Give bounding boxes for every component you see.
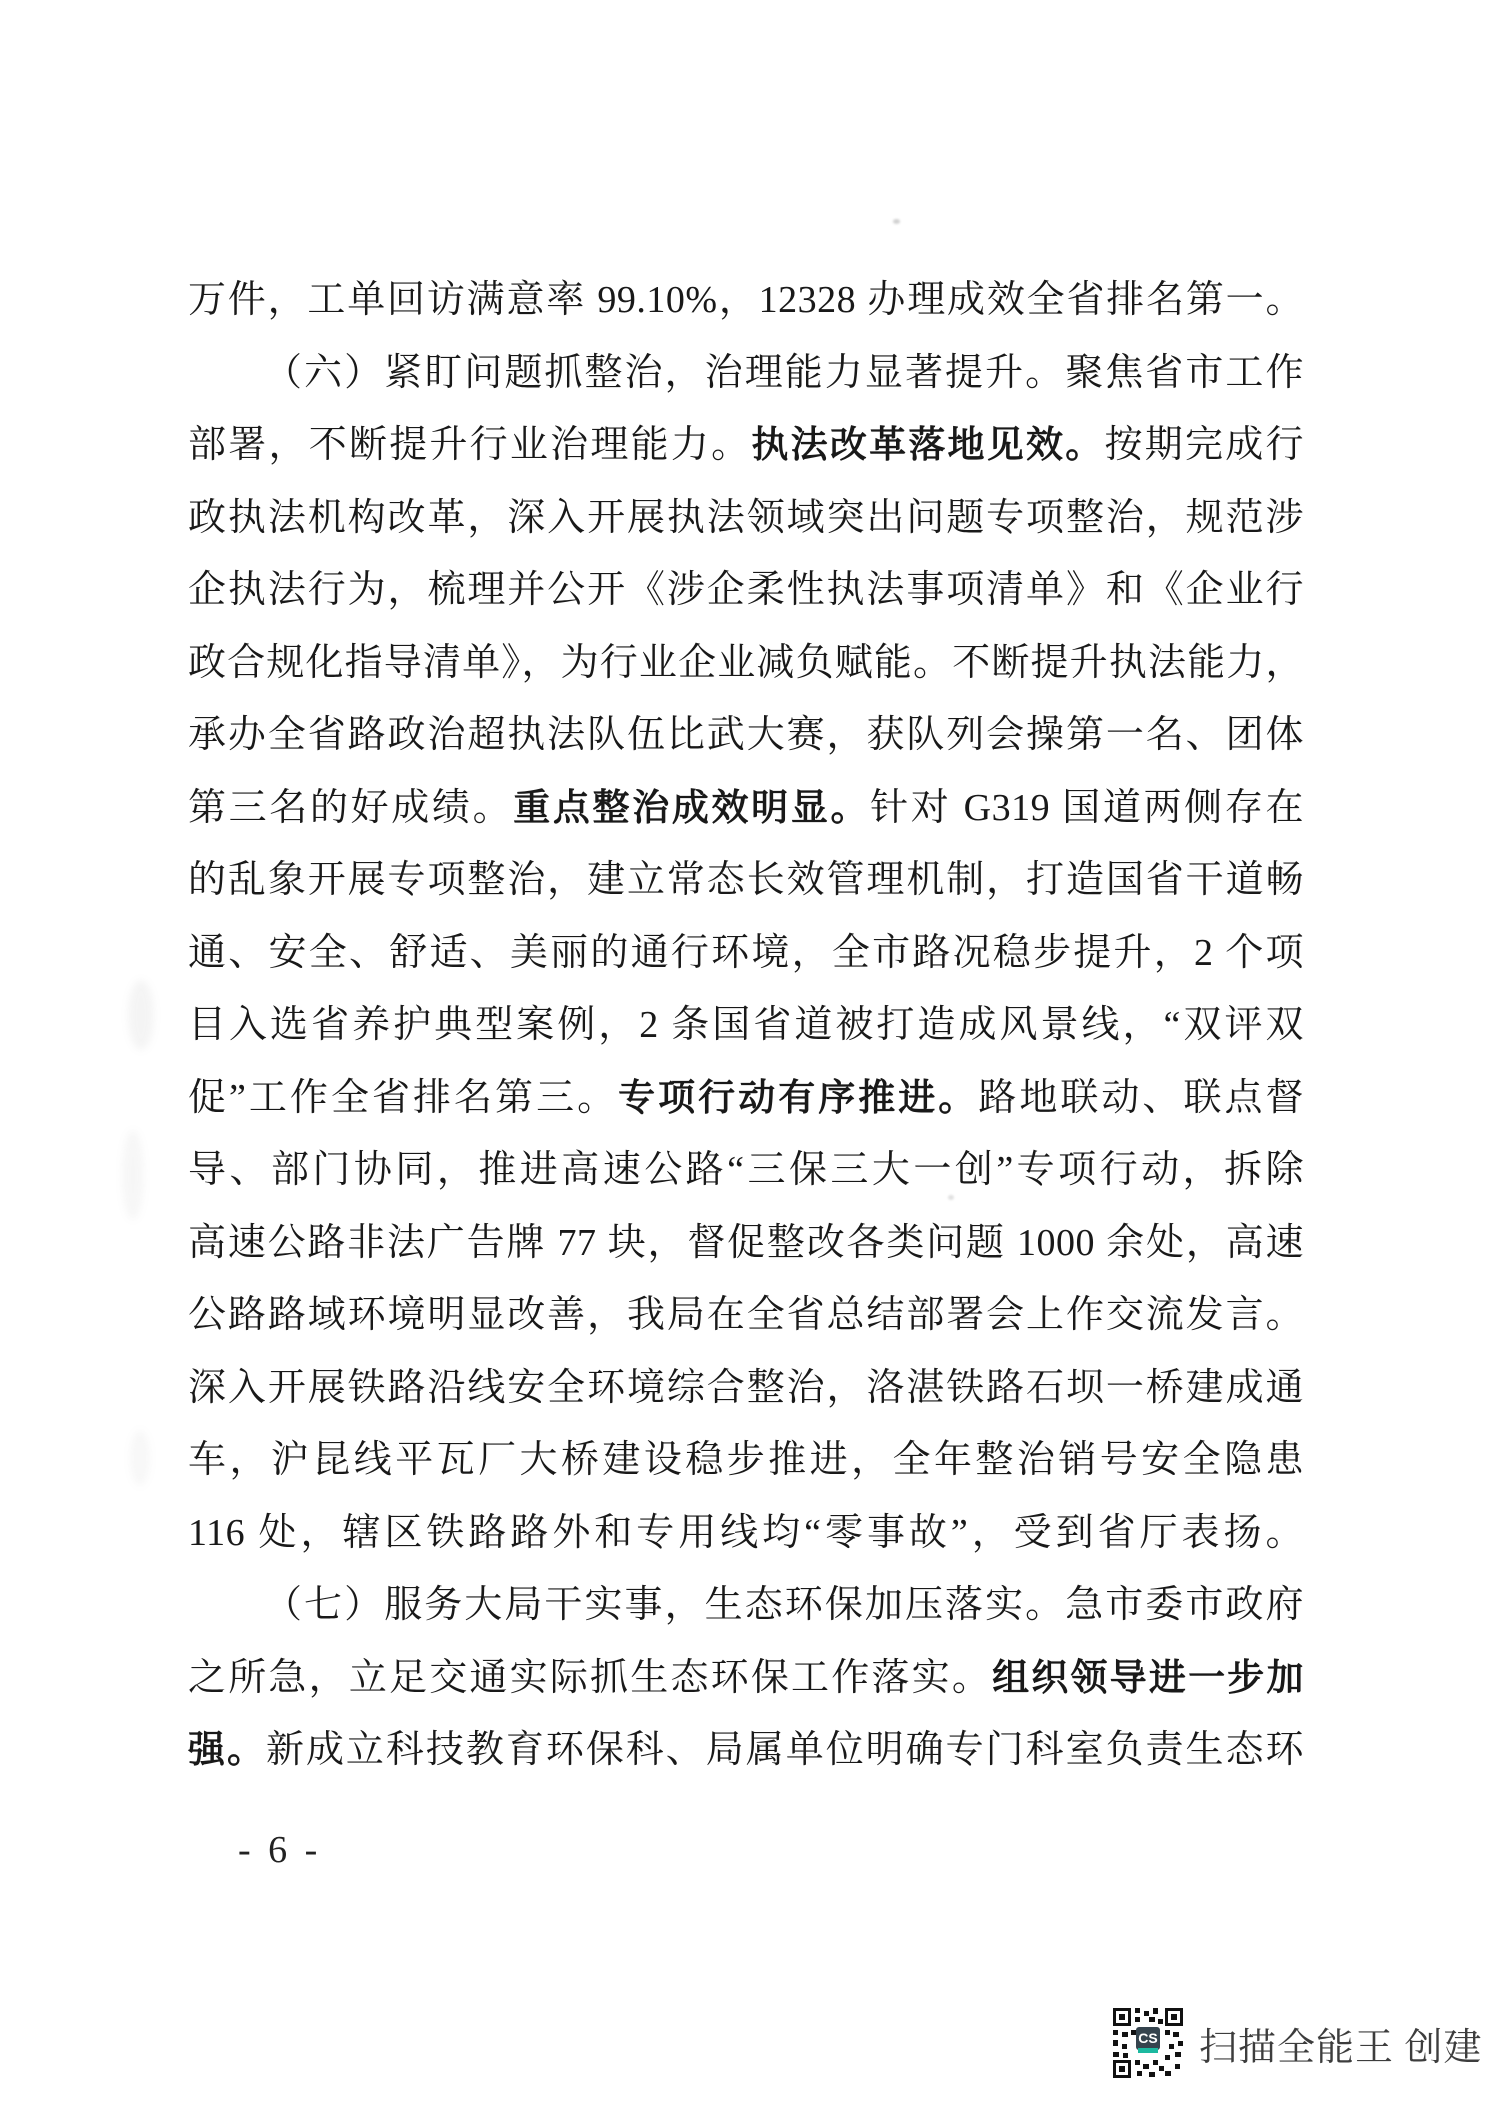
emphasized-text: 组织领导进一步加 [992, 1656, 1304, 1698]
text-line [188, 1569, 1304, 1642]
scanner-watermark [1113, 2008, 1483, 2078]
body-text: 116 处，辖区铁路路外和专用线均“零事故”，受到省厅表扬。 [188, 1511, 1304, 1554]
text-line [188, 554, 1304, 627]
body-text: 之所急，立足交通实际抓生态环保工作落实。 [188, 1656, 993, 1699]
text-line [188, 1279, 1304, 1352]
text-line [188, 482, 1304, 555]
text-line [188, 1424, 1304, 1497]
body-text: 针对 G319 国道两侧存在 [870, 786, 1304, 829]
text-line [188, 1642, 1304, 1715]
text-line [188, 1714, 1304, 1787]
text-line [188, 1062, 1304, 1135]
body-text: 路地联动、联点督 [978, 1076, 1304, 1119]
text-line [188, 917, 1304, 990]
body-text: 企执法行为，梳理并公开《涉企柔性执法事项清单》和《企业行 [188, 569, 1304, 611]
body-text: 公路路域环境明显改善，我局在全省总结部署会上作交流发言。 [188, 1294, 1304, 1336]
text-line [188, 699, 1304, 772]
body-text: 的乱象开展专项整治，建立常态长效管理机制，打造国省干道畅 [188, 859, 1304, 901]
document-body [188, 264, 1304, 1787]
text-line [188, 1134, 1304, 1207]
text-line [188, 844, 1304, 917]
text-line [188, 989, 1304, 1062]
body-text: 政合规化指导清单》，为行业企业减负赋能。不断提升执法能力， [188, 641, 1304, 684]
body-text: 通、安全、舒适、美丽的通行环境，全市路况稳步提升，2 个项 [188, 931, 1304, 974]
text-line [188, 1497, 1304, 1570]
body-text: 按期完成行 [1104, 424, 1304, 466]
body-text: 政执法机构改革，深入开展执法领域突出问题专项整治，规范涉 [188, 496, 1304, 539]
body-text: 车，沪昆线平瓦厂大桥建设稳步推进，全年整治销号安全隐患 [188, 1439, 1304, 1481]
text-line [188, 1207, 1304, 1280]
body-text: 促”工作全省排名第三。 [188, 1076, 619, 1119]
emphasized-text: 专项行动有序推进。 [618, 1076, 979, 1118]
page-number: - 6 - [238, 1829, 322, 1871]
body-text: 部署，不断提升行业治理能力。 [188, 424, 752, 466]
watermark-text: 扫描全能王 创建 [1199, 2026, 1483, 2069]
scan-dot-artifact [948, 1195, 954, 1200]
text-line [188, 772, 1304, 845]
body-text: 高速公路非法广告牌 77 块，督促整改各类问题 1000 余处，高速 [188, 1221, 1304, 1264]
body-text: 新成立科技教育环保科、局属单位明确专门科室负责生态环 [265, 1729, 1304, 1771]
body-text: 深入开展铁路沿线安全环境综合整治，洛湛铁路石坝一桥建成通 [188, 1366, 1304, 1409]
cs-badge-label: CS [1138, 2030, 1158, 2046]
cs-badge-underline [1138, 2048, 1158, 2053]
text-line [188, 264, 1304, 337]
scan-smudge-artifact [128, 980, 154, 1050]
body-text: （六）紧盯问题抓整治，治理能力显著提升。聚焦省市工作 [264, 351, 1304, 394]
emphasized-text: 强。 [188, 1729, 266, 1770]
body-text: 目入选省养护典型案例，2 条国省道被打造成风景线，“双评双 [188, 1004, 1304, 1046]
scan-smudge-artifact [130, 1430, 150, 1486]
scan-smudge-artifact [122, 1130, 144, 1220]
qr-code-icon [1113, 2008, 1183, 2078]
text-line [188, 409, 1304, 482]
body-text: 万件，工单回访满意率 99.10%，12328 办理成效全省排名第一。 [188, 279, 1304, 321]
body-text: 第三名的好成绩。 [188, 786, 514, 829]
emphasized-text: 执法改革落地见效。 [751, 424, 1105, 465]
emphasized-text: 重点整治成效明显。 [513, 786, 871, 828]
body-text: 承办全省路政治超执法队伍比武大赛，获队列会操第一名、团体 [188, 714, 1304, 756]
text-line [188, 337, 1304, 410]
body-text: （七）服务大局干实事，生态环保加压落实。急市委市政府 [264, 1584, 1304, 1626]
scan-dot-artifact [893, 219, 900, 224]
body-text: 导、部门协同，推进高速公路“三保三大一创”专项行动，拆除 [188, 1149, 1304, 1191]
text-line [188, 627, 1304, 700]
text-line [188, 1352, 1304, 1425]
